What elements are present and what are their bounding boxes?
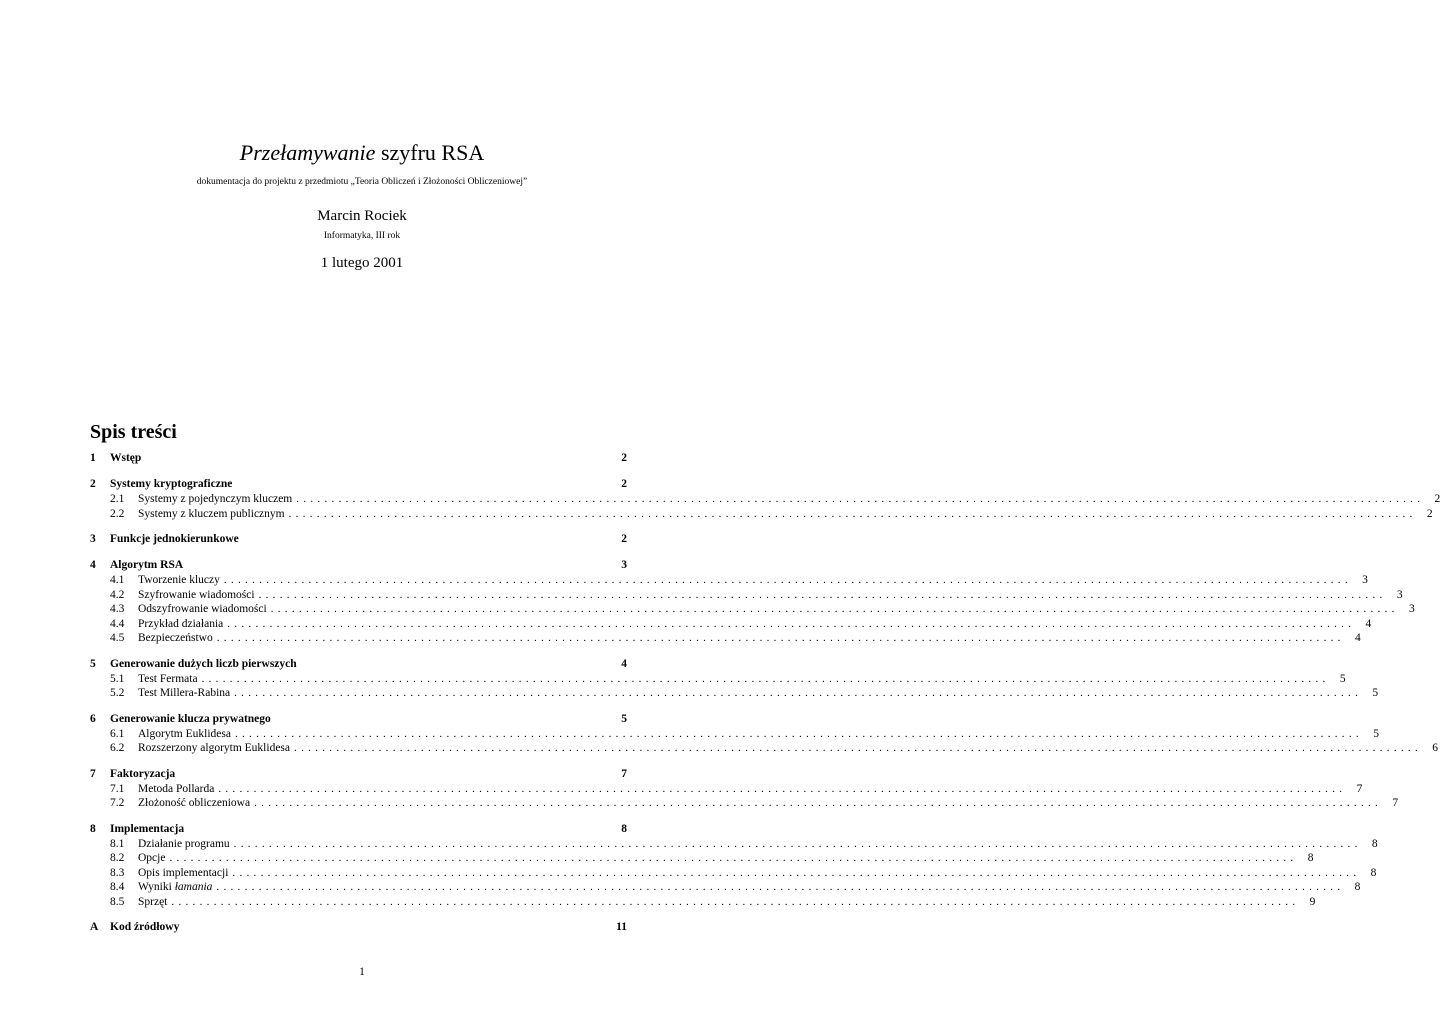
toc-dot-leader: ................................................................................................................................................................ [232,866,1361,879]
toc-section-entry[interactable] [90,712,627,727]
toc-subsection-entry[interactable] [90,492,1440,507]
toc-section-entry[interactable] [90,532,627,547]
toc-section-title: Implementacja [110,822,185,835]
toc-subsection-number: 7.2 [110,797,125,809]
document-subtitle: dokumentacja do projektu z przedmiotu „Teoria Obliczeń i Złożoności Obliczeniowej” [196,177,528,187]
toc-subsection-entry[interactable] [90,631,1361,646]
page-number: 1 [359,966,365,978]
toc-subsection-entry[interactable] [90,602,1415,617]
toc-subsection-page: 3 [1408,603,1415,615]
toc-section-page: 2 [621,533,627,545]
toc-subsection-title: Tworzenie kluczy [138,574,220,586]
toc-subsection-page: 4 [1365,617,1372,630]
toc-subsection-number: 8.1 [110,837,125,850]
toc-section-entry[interactable] [90,477,627,492]
toc-subsection-title: Przykład działania [138,617,224,630]
toc-subsection-number: 5.1 [110,672,125,685]
toc-section-entry[interactable] [90,558,627,573]
toc-subsection-entry[interactable] [90,851,1314,866]
author-name: Marcin Rociek [317,208,407,224]
toc-heading: Spis treści [90,421,177,443]
toc-section-entry[interactable] [90,657,627,672]
toc-subsection-page: 2 [1434,493,1440,505]
toc-dot-leader: ................................................................................................................................................................ [270,603,1399,615]
toc-subsection-title: Systemy z pojedynczym kluczem [138,493,293,505]
toc-subsection-entry[interactable] [90,686,1379,701]
toc-subsection-title: Systemy z kluczem publicznym [138,507,285,520]
toc-subsection-title: Opis implementacji [138,866,229,879]
toc-dot-leader: ................................................................................................................................................................ [258,588,1387,601]
document-title [0,139,724,167]
toc-section-number: 1 [90,452,96,464]
toc-subsection-title: Test Millera-Rabina [138,687,231,699]
toc-subsection-title: Bezpieczeństwo [138,632,213,644]
toc-subsection-page: 7 [1356,782,1363,795]
toc-section-number: 2 [90,478,96,490]
toc-section-page: 4 [621,657,627,670]
toc-subsection-number: 8.2 [110,852,125,864]
toc-subsection-number: 8.3 [110,866,125,879]
toc-section-title: Generowanie klucza prywatnego [110,712,271,725]
toc-subsection-title: Odszyfrowanie wiadomości [138,603,267,615]
toc-section-title: Systemy kryptograficzne [110,478,233,490]
toc-subsection-number: 2.1 [110,493,125,505]
toc-dot-leader: ................................................................................................................................................................ [201,672,1330,685]
toc-dot-leader: ................................................................................................................................................................ [288,507,1417,520]
toc-subsection-title: Wyniki łamania [138,881,213,893]
toc-section-number: 6 [90,712,96,725]
toc-subsection-page: 3 [1362,574,1368,586]
toc-section-title: Faktoryzacja [110,767,176,780]
toc-subsection-page: 5 [1339,672,1346,685]
toc-subsection-title: Rozszerzony algorytm Euklidesa [138,742,291,754]
toc-section-number: 4 [90,559,96,571]
toc-section-page: 7 [621,767,627,780]
toc-subsection-page: 6 [1432,742,1439,754]
toc-dot-leader: ................................................................................................................................................................ [234,687,1363,699]
toc-section-number: 5 [90,657,96,670]
toc-subsection-page: 5 [1373,727,1379,740]
toc-subsection-page: 8 [1371,837,1378,850]
toc-subsection-entry[interactable] [90,727,1379,742]
toc-subsection-entry[interactable] [90,837,1378,852]
toc-section-title: Funkcje jednokierunkowe [110,533,239,545]
toc-section-number: 7 [90,767,96,780]
toc-subsection-number: 4.3 [110,603,125,615]
toc-dot-leader: ................................................................................................................................................................ [294,742,1423,754]
toc-dot-leader: ................................................................................................................................................................ [216,632,1345,644]
toc-dot-leader: ................................................................................................................................................................ [216,881,1345,893]
toc-subsection-page: 5 [1372,687,1379,699]
toc-subsection-entry[interactable] [90,588,1403,603]
toc-subsection-entry[interactable] [90,782,1363,797]
toc-subsection-number: 8.5 [110,895,125,908]
toc-section-entry[interactable] [90,920,627,935]
toc-subsection-number: 2.2 [110,507,125,520]
toc-subsection-number: 6.2 [110,742,125,754]
toc-section-page: 2 [621,452,627,464]
title-rest: szyfru RSA [375,140,485,165]
toc-subsection-page: 9 [1309,895,1316,908]
document-date: 1 lutego 2001 [320,255,404,271]
toc-subsection-title: Test Fermata [138,672,198,685]
toc-section-page: 11 [616,921,627,933]
toc-dot-leader: ................................................................................................................................................................ [223,574,1352,586]
toc-subsection-page: 8 [1307,852,1314,864]
toc-section-page: 5 [621,712,627,725]
toc-section-title: Wstęp [110,452,142,464]
toc-section-entry[interactable] [90,767,627,782]
toc-subsection-entry[interactable] [90,617,1372,632]
toc-subsection-entry[interactable] [90,895,1316,910]
toc-subsection-page: 2 [1426,507,1433,520]
toc-subsection-page: 3 [1396,588,1403,601]
toc-dot-leader: ................................................................................................................................................................ [234,727,1363,740]
toc-subsection-number: 4.4 [110,617,125,630]
toc-subsection-page: 8 [1354,881,1361,893]
toc-subsection-page: 4 [1354,632,1361,644]
toc-dot-leader: ................................................................................................................................................................ [218,782,1347,795]
toc-subsection-title: Złożoność obliczeniowa [138,797,251,809]
italic-emphasis: łamania [174,881,213,893]
title-italic-part: Przełamywanie [239,140,376,165]
toc-subsection-title: Szyfrowanie wiadomości [138,588,255,601]
toc-section-page: 2 [621,478,627,490]
toc-section-entry[interactable] [90,822,627,837]
toc-subsection-number: 8.4 [110,881,125,893]
toc-dot-leader: ................................................................................................................................................................ [296,493,1425,505]
toc-subsection-number: 5.2 [110,687,125,699]
toc-dot-leader: ................................................................................................................................................................ [233,837,1362,850]
toc-dot-leader: ................................................................................................................................................................ [254,797,1383,809]
toc-subsection-entry[interactable] [90,880,1361,895]
toc-subsection-entry[interactable] [90,741,1439,756]
toc-section-title: Algorytm RSA [110,559,184,571]
toc-subsection-entry[interactable] [90,866,1377,881]
toc-subsection-entry[interactable] [90,573,1368,588]
toc-subsection-page: 7 [1392,797,1399,809]
toc-subsection-entry[interactable] [90,796,1399,811]
author-affiliation: Informatyka, III rok [323,231,401,241]
toc-subsection-page: 8 [1370,866,1377,879]
toc-dot-leader: ................................................................................................................................................................ [171,895,1300,908]
toc-dot-leader: ................................................................................................................................................................ [227,617,1356,630]
toc-section-title: Kod źródłowy [110,921,180,933]
toc-subsection-number: 7.1 [110,782,125,795]
toc-subsection-number: 4.5 [110,632,125,644]
toc-subsection-title: Metoda Pollarda [138,782,215,795]
toc-subsection-title: Opcje [138,852,166,864]
toc-subsection-title: Algorytm Euklidesa [138,727,231,740]
toc-subsection-entry[interactable] [90,672,1346,687]
toc-dot-leader: ................................................................................................................................................................ [169,852,1298,864]
toc-section-title: Generowanie dużych liczb pierwszych [110,657,297,670]
table-of-contents [90,451,1440,935]
toc-section-number: A [90,921,99,933]
toc-section-number: 8 [90,822,96,835]
toc-subsection-title: Sprzęt [138,895,168,908]
toc-subsection-number: 6.1 [110,727,125,740]
toc-section-page: 3 [621,559,627,571]
toc-subsection-number: 4.2 [110,588,125,601]
toc-subsection-entry[interactable] [90,507,1433,522]
toc-subsection-number: 4.1 [110,574,125,586]
toc-subsection-title: Działanie programu [138,837,230,850]
toc-section-entry[interactable] [90,451,627,466]
toc-section-number: 3 [90,533,96,545]
toc-section-page: 8 [621,822,627,835]
